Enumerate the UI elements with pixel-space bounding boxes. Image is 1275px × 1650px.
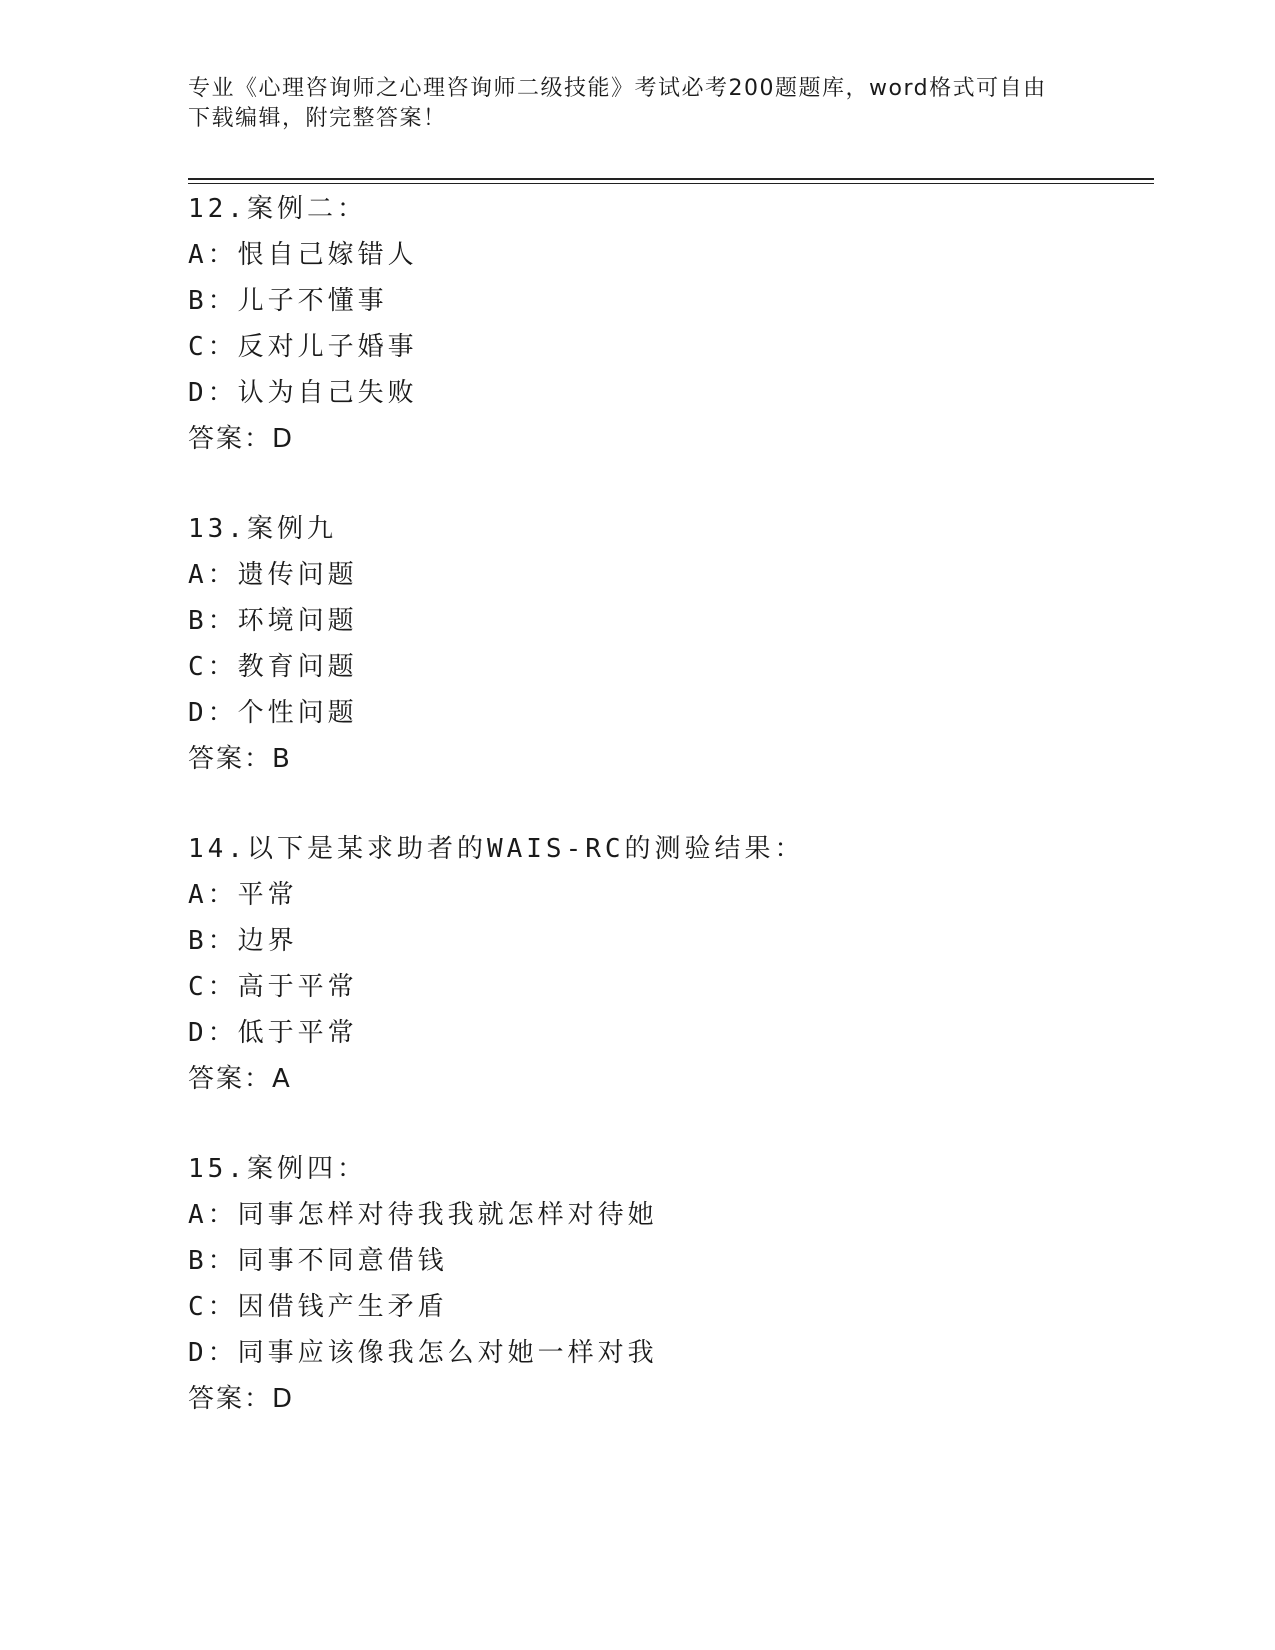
- question-12: [188, 186, 1148, 462]
- answer-line: 答案：D: [188, 1384, 295, 1414]
- option-a: A：同事怎样对待我我就怎样对待她: [188, 1200, 658, 1230]
- option-b: B：同事不同意借钱: [188, 1246, 448, 1276]
- option-b: B：边界: [188, 926, 298, 956]
- option-d: D：认为自己失败: [188, 378, 418, 408]
- option-a: A：平常: [188, 880, 298, 910]
- option-c: C：教育问题: [188, 652, 358, 682]
- option-d: D：个性问题: [188, 698, 358, 728]
- answer-line: 答案：D: [188, 424, 295, 454]
- question-stem: 13.案例九: [188, 514, 337, 544]
- option-d: D：同事应该像我怎么对她一样对我: [188, 1338, 658, 1368]
- question-stem: 15.案例四：: [188, 1154, 367, 1184]
- answer-line: 答案：B: [188, 744, 292, 774]
- header-divider: [188, 178, 1154, 184]
- answer-line: 答案：A: [188, 1064, 292, 1094]
- question-stem: 12.案例二：: [188, 194, 367, 224]
- question-stem: 14.以下是某求助者的WAIS-RC的测验结果：: [188, 834, 805, 864]
- option-c: C：反对儿子婚事: [188, 332, 418, 362]
- document-header: [188, 74, 1068, 134]
- option-b: B：环境问题: [188, 606, 358, 636]
- option-c: C：因借钱产生矛盾: [188, 1292, 448, 1322]
- option-b: B：儿子不懂事: [188, 286, 388, 316]
- option-c: C：高于平常: [188, 972, 358, 1002]
- option-a: A：恨自己嫁错人: [188, 240, 418, 270]
- question-14: [188, 826, 1148, 1102]
- header-intro-text: 专业《心理咨询师之心理咨询师二级技能》考试必考200题题库，word格式可自由下载编辑，附完整答案！: [188, 76, 1047, 131]
- option-a: A：遗传问题: [188, 560, 358, 590]
- question-13: [188, 506, 1148, 782]
- question-15: [188, 1146, 1148, 1422]
- option-d: D：低于平常: [188, 1018, 358, 1048]
